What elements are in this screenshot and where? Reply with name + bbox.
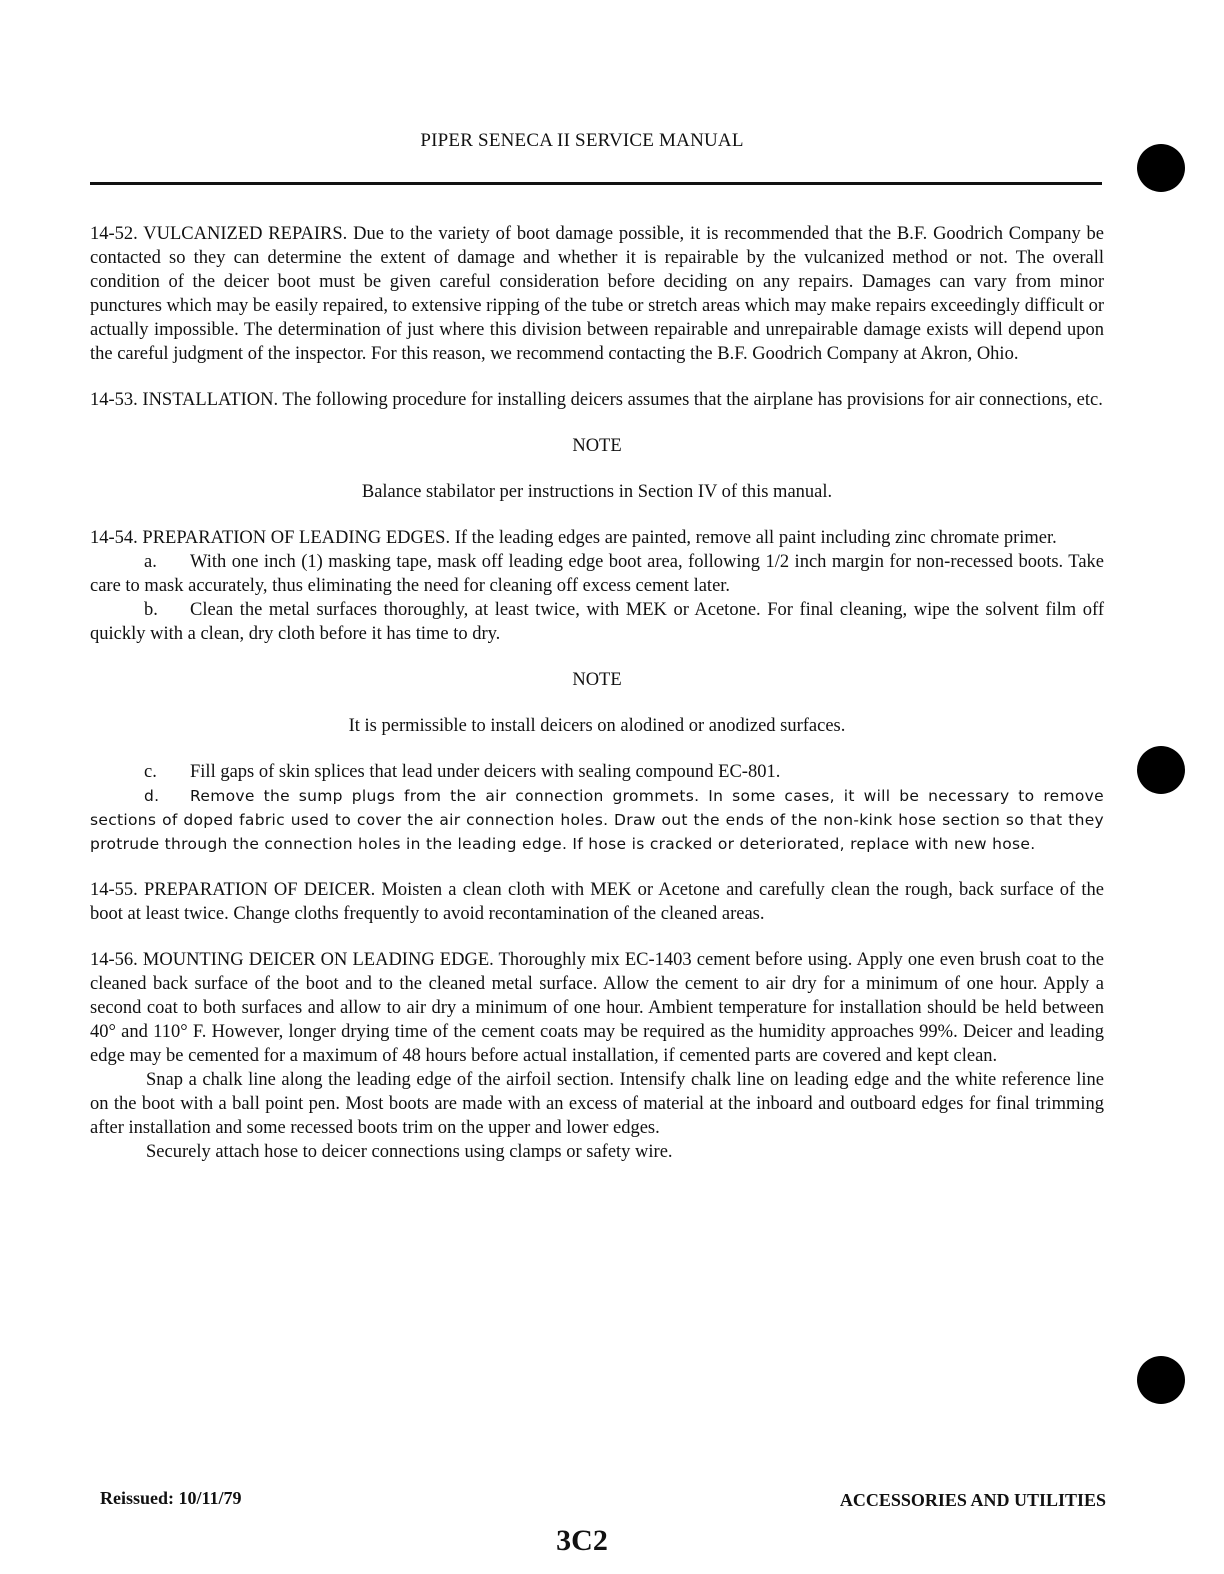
header-rule xyxy=(90,182,1102,185)
section-14-54: 14-54. PREPARATION OF LEADING EDGES. If the leading edges are painted, remove all paint including zinc chromate primer. xyxy=(90,528,1057,548)
step-b-label: b. xyxy=(144,600,158,620)
step-c-label: c. xyxy=(144,762,157,782)
section-14-56-paragraph-2: Snap a chalk line along the leading edge of the airfoil section. Intensify chalk line on leading edge and the white reference line on the boot with a ball point pen. Most boots are made with an excess of material at the inboard and outboard edges for final trimming after installation and some recessed boots trim on the upper and lower edges. xyxy=(90,1070,1104,1138)
binder-hole-middle xyxy=(1137,746,1185,794)
footer-section-title: ACCESSORIES AND UTILITIES xyxy=(839,1490,1106,1510)
page-number: 3C2 xyxy=(556,1524,608,1557)
step-a-label: a. xyxy=(144,552,157,572)
page-header-title: PIPER SENECA II SERVICE MANUAL xyxy=(420,130,744,151)
section-14-56: 14-56. MOUNTING DEICER ON LEADING EDGE. Thoroughly mix EC-1403 cement before using. Apply one even brush coat to the cleaned back surface of the boot and to the cleaned metal surface. Allow the cement to air dry for a minimum of one hour. Apply a second coat to both surfaces and allow to air dry a minimum of one hour. Ambient temperature for installation should be held between 40° and 110° F. However, longer drying time of the cement coats may be required as the humidity approaches 99%. Deicer and leading edge may be cemented for a maximum of 48 hours before actual installation, if cemented parts are covered and kept clean. xyxy=(90,950,1104,1066)
section-14-52: 14-52. VULCANIZED REPAIRS. Due to the variety of boot damage possible, it is recommended that the B.F. Goodrich Company be contacted so they can determine the extent of damage and whether it is repairable by the vulcanized method or not. The overall condition of the deicer boot must be given careful consideration before deciding on any repairs. Damages can vary from minor punctures which may be easily repaired, to extensive ripping of the tube or stretch areas which may make repairs exceedingly difficult or actually impossible. The determination of just where this division between repairable and unrepairable damage exists will depend upon the careful judgment of the inspector. For this reason, we recommend contacting the B.F. Goodrich Company at Akron, Ohio. xyxy=(90,224,1104,364)
step-d xyxy=(90,784,1104,856)
step-d-text: Remove the sump plugs from the air connection grommets. In some cases, it will be necessary to remove sections of doped fabric used to cover the air connection holes. Draw out the ends of the non-kink hose section so that they protrude through the connection holes in the leading edge. If hose is cracked or deteriorated, replace with new hose. xyxy=(90,787,1104,853)
section-14-53: 14-53. INSTALLATION. The following procedure for installing deicers assumes that the airplane has provisions for air connections, etc. xyxy=(90,390,1103,410)
step-b-text: Clean the metal surfaces thoroughly, at least twice, with MEK or Acetone. For final cleaning, wipe the solvent film off quickly with a clean, dry cloth before it has time to dry. xyxy=(90,600,1104,644)
step-a xyxy=(90,550,1104,598)
manual-body xyxy=(90,222,1104,1164)
note-1-text: Balance stabilator per instructions in Section IV of this manual. xyxy=(361,482,833,502)
section-14-56-paragraph-3: Securely attach hose to deicer connections using clamps or safety wire. xyxy=(146,1142,673,1162)
step-c xyxy=(90,760,1104,784)
step-b xyxy=(90,598,1104,646)
step-a-text: With one inch (1) masking tape, mask off leading edge boot area, following 1/2 inch margin for non-recessed boots. Take care to mask accurately, thus eliminating the need for cleaning off excess cement later. xyxy=(90,552,1104,596)
step-c-text: Fill gaps of skin splices that lead under deicers with sealing compound EC-801. xyxy=(190,762,781,782)
binder-hole-bottom xyxy=(1137,1356,1185,1404)
step-d-label: d. xyxy=(144,787,160,805)
section-14-55: 14-55. PREPARATION OF DEICER. Moisten a clean cloth with MEK or Acetone and carefully clean the rough, back surface of the boot at least twice. Change cloths frequently to avoid recontamination of the cleaned areas. xyxy=(90,880,1104,924)
reissue-date: Reissued: 10/11/79 xyxy=(100,1488,242,1508)
note-2-text: It is permissible to install deicers on alodined or anodized surfaces. xyxy=(348,716,846,736)
note-1-title: NOTE xyxy=(572,436,622,456)
note-2-title: NOTE xyxy=(572,670,622,690)
binder-hole-top xyxy=(1137,144,1185,192)
